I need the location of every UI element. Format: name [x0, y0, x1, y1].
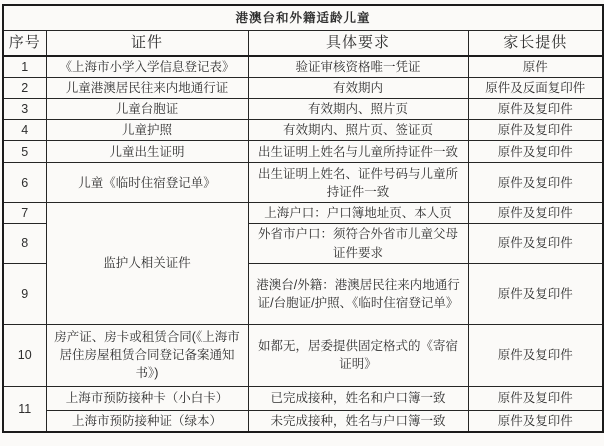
- table-row: [3, 99, 603, 120]
- requirement-cell: 外省市户口：须符合外省市儿童父母证件要求: [248, 224, 468, 263]
- document-cell: 上海市预防接种证（绿本）: [46, 410, 248, 432]
- provide-cell: 原件及复印件: [468, 203, 603, 224]
- provide-cell: 原件及复印件: [468, 263, 603, 324]
- row-number-cell: 1: [3, 56, 46, 78]
- provide-cell: 原件及复印件: [468, 141, 603, 163]
- document-cell: 儿童台胞证: [46, 99, 248, 120]
- provide-cell: 原件及反面复印件: [468, 77, 603, 98]
- table-row: [3, 386, 603, 410]
- requirement-cell: 如都无，居委提供固定格式的《寄宿证明》: [248, 324, 468, 386]
- document-cell: 儿童出生证明: [46, 141, 248, 163]
- document-cell-merged: 监护人相关证件: [46, 203, 248, 324]
- row-number-cell: 5: [3, 141, 46, 163]
- table-row: [3, 324, 603, 386]
- requirement-cell: 有效期内、照片页: [248, 99, 468, 120]
- provide-cell: 原件及复印件: [468, 120, 603, 141]
- table-row: [3, 203, 603, 224]
- title-row: [3, 5, 603, 31]
- document-cell: 上海市预防接种卡（小白卡）: [46, 386, 248, 410]
- header-row: [3, 31, 603, 56]
- table-row: [3, 141, 603, 163]
- requirement-cell: 上海户口：户口簿地址页、本人页: [248, 203, 468, 224]
- row-number-cell: 10: [3, 324, 46, 386]
- row-number-cell: 7: [3, 203, 46, 224]
- provide-cell: 原件及复印件: [468, 99, 603, 120]
- requirement-cell: 港澳台/外籍：港澳居民往来内地通行证/台胞证/护照、《临时住宿登记单》: [248, 263, 468, 324]
- table-row: [3, 163, 603, 203]
- column-header-provide: 家长提供: [468, 31, 603, 56]
- requirement-cell: 出生证明上姓名、证件号码与儿童所持证件一致: [248, 163, 468, 203]
- requirement-cell: 已完成接种，姓名和户口簿一致: [248, 386, 468, 410]
- requirement-cell: 有效期内: [248, 77, 468, 98]
- provide-cell: 原件及复印件: [468, 386, 603, 410]
- row-number-cell: 9: [3, 263, 46, 324]
- provide-cell: 原件及复印件: [468, 224, 603, 263]
- row-number-cell: 4: [3, 120, 46, 141]
- document-cell: 房产证、房卡或租赁合同(《上海市居住房屋租赁合同登记备案通知书》): [46, 324, 248, 386]
- provide-cell: 原件及复印件: [468, 324, 603, 386]
- requirement-cell: 验证审核资格唯一凭证: [248, 56, 468, 78]
- document-cell: 儿童护照: [46, 120, 248, 141]
- table-row: [3, 77, 603, 98]
- requirement-cell: 有效期内、照片页、签证页: [248, 120, 468, 141]
- row-number-cell: 6: [3, 163, 46, 203]
- document-cell: 《上海市小学入学信息登记表》: [46, 56, 248, 78]
- table-title: 港澳台和外籍适龄儿童: [3, 5, 603, 31]
- document-cell: 儿童《临时住宿登记单》: [46, 163, 248, 203]
- column-header-no: 序号: [3, 31, 46, 56]
- row-number-cell: 2: [3, 77, 46, 98]
- table-row: [3, 410, 603, 432]
- provide-cell: 原件及复印件: [468, 163, 603, 203]
- provide-cell: 原件及复印件: [468, 410, 603, 432]
- table-row: [3, 120, 603, 141]
- requirement-cell: 出生证明上姓名与儿童所持证件一致: [248, 141, 468, 163]
- column-header-req: 具体要求: [248, 31, 468, 56]
- row-number-cell: 8: [3, 224, 46, 263]
- column-header-doc: 证件: [46, 31, 248, 56]
- row-number-cell-merged: 11: [3, 386, 46, 432]
- provide-cell: 原件: [468, 56, 603, 78]
- table-row: [3, 56, 603, 78]
- requirement-cell: 未完成接种，姓名与户口簿一致: [248, 410, 468, 432]
- document-cell: 儿童港澳居民往来内地通行证: [46, 77, 248, 98]
- row-number-cell: 3: [3, 99, 46, 120]
- documents-table: [2, 4, 604, 433]
